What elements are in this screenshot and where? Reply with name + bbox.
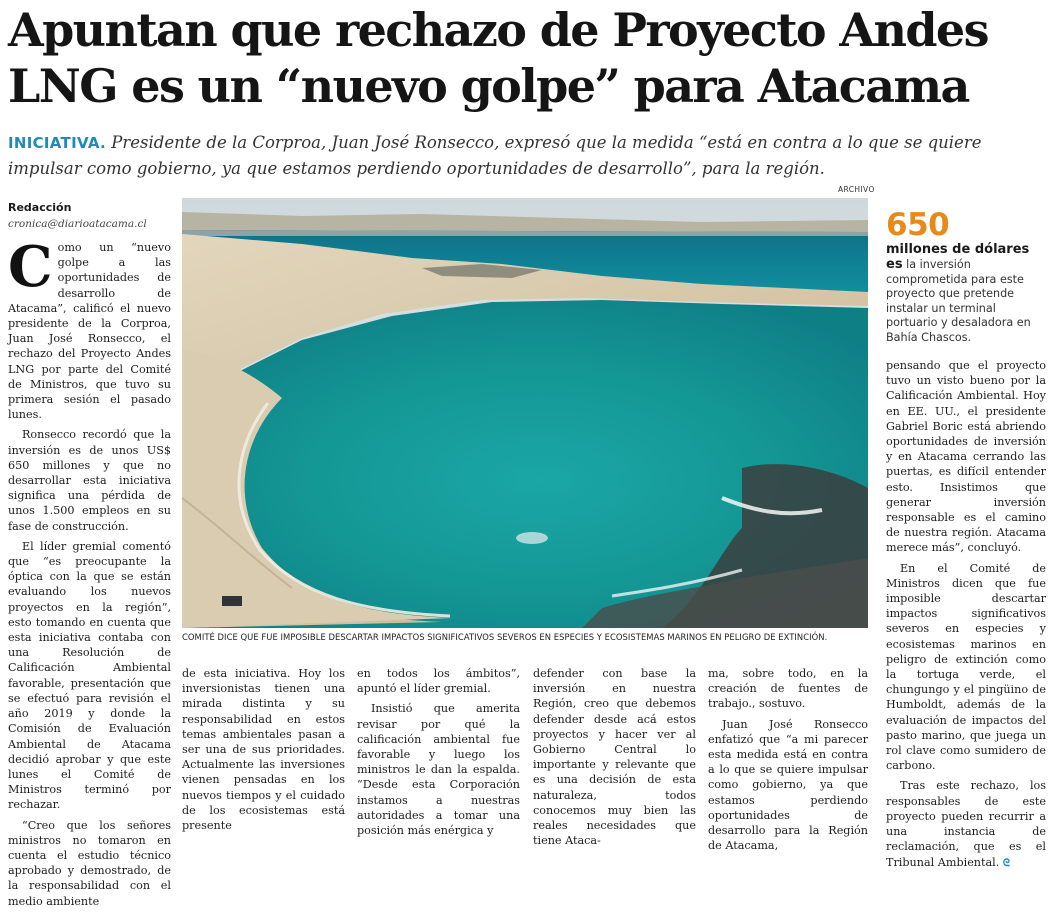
body-column-1	[8, 234, 171, 914]
factbox	[886, 208, 1046, 345]
headline	[8, 2, 1043, 114]
body-paragraph: Juan José Ronsecco enfatizó que “a mi parecer esta medida está en contra a lo que se quiere impulsar como gobierno, ya que estamos perdiendo oportunidades de desarrollo para la Región de Atacama,	[708, 717, 868, 853]
author: Redacción	[8, 201, 72, 214]
body-paragraph: pensando que el proyecto tuvo un visto bueno por la Calificación Ambiental. Hoy en EE. UU., el presidente Gabriel Boric está abriendo oportunidades de inversión y en Atacama cerrando las puertas, es difícil entender esto. Insistimos que generar inversión responsable es el camino de nuestra región. Atacama merece más”, concluyó.	[886, 359, 1046, 555]
bay-photo-illustration	[182, 198, 868, 628]
photo-caption: COMITÉ DICE QUE FUE IMPOSIBLE DESCARTAR IMPACTOS SIGNIFICATIVOS SEVEROS EN ESPECIES Y ECOSISTEMAS MARINOS EN PELIGRO DE EXTINCIÓN.	[182, 632, 828, 642]
body-paragraph	[8, 234, 171, 422]
body-paragraph: defender con base la inversión en nuestra Región, creo que debemos defender desde acá estos proyectos y hacer ver al Gobierno Central lo importante y relevante que es una decisión de esta naturaleza, todos conocemos muy bien las reales necesidades que tiene Ataca-	[533, 667, 696, 848]
body-column-5	[708, 666, 868, 858]
headline-line-2: LNG es un “nuevo golpe” para Atacama	[8, 59, 969, 113]
body-text: omo un “nuevo golpe a las oportunidades de desarrollo de Atacama”, calificó el nuevo presidente de la Corproa, Juan José Ronsecco, el rechazo del Proyecto Andes LNG por parte del Comité de Ministros, que tuvo su primera sesión el pasado lunes.	[8, 241, 171, 422]
body-paragraph: El líder gremial comentó que “es preocupante la óptica con la que se están evaluando los nuevos proyectos en la región”, esto tomando en cuenta que esta iniciativa contaba con una Resolución de Calificación Ambiental favorable, presentación que se efectuó para revisión el año 2019 y donde la Comisión de Evaluación Ambiental de Atacama decidió aprobar y que este lunes el Comité de Ministros terminó por rechazar.	[8, 539, 171, 812]
body-paragraph: ma, sobre todo, en la creación de fuentes de trabajo., sostuvo.	[708, 667, 868, 711]
factbox-number: 650	[886, 207, 950, 243]
lead-paragraph	[8, 130, 1043, 181]
factbox-description	[886, 258, 1046, 345]
body-paragraph: de esta iniciativa. Hoy los inversionistas tienen una mirada distinta y su responsabilidad en estos temas ambientales pasan a ser una de sus prioridades. Actualmente las inversiones vienen pensadas en los nuevos tiempos y el cuidado de los ecosistemas está presente	[182, 667, 345, 833]
headline-line-1: Apuntan que rechazo de Proyecto Andes	[8, 3, 988, 57]
factbox-unit: millones de dólares	[886, 242, 1030, 257]
body-column-3	[357, 666, 520, 843]
bay-photo	[182, 198, 868, 628]
body-column-6	[886, 358, 1046, 876]
body-paragraph: en todos los ámbitos”, apuntó el líder gremial.	[357, 667, 520, 696]
factbox-es: es	[886, 257, 903, 272]
body-paragraph	[886, 778, 1046, 870]
end-mark-icon: ᘓ	[1002, 857, 1010, 869]
kicker: INICIATIVA.	[8, 134, 107, 152]
dropcap: C	[8, 234, 53, 300]
body-column-2	[182, 666, 345, 838]
byline	[8, 200, 178, 232]
factbox-description-text: la inversión comprometida para este proyecto que pretende instalar un terminal portuario y desaladora en Bahía Chascos.	[886, 258, 1031, 344]
body-paragraph: En el Comité de Ministros dicen que fue imposible descartar impactos significativos severos en especies y ecosistemas marinos en peligro de extinción como la tortuga verde, el chungungo y el pingüino de Humboldt, además de la evaluación de impactos del pasto marino, que juega un rol clave como sumidero de carbono.	[886, 561, 1046, 773]
lead-text: Presidente de la Corproa, Juan José Ronsecco, expresó que la medida “está en contra a lo que se quiere impulsar como gobierno, ya que estamos perdiendo oportunidades de desarrollo”, para la región.	[8, 133, 982, 178]
body-column-4	[533, 666, 696, 853]
body-paragraph: Insistió que amerita revisar por qué la calificación ambiental fue favorable y luego los ministros le dan la espalda. “Desde esta Corporación instamos a nuestras autoridades a tomar una posición más enérgica y	[357, 702, 520, 838]
body-text: Tras este rechazo, los responsables de este proyecto pueden recurrir a una instancia de reclamación, que es el Tribunal Ambiental.	[886, 779, 1046, 869]
body-paragraph: “Creo que los señores ministros no tomaron en cuenta el estudio técnico aprobado y demostrado, de la responsabilidad con el medio ambiente	[8, 818, 171, 908]
photo-credit: ARCHIVO	[838, 185, 875, 194]
body-paragraph: Ronsecco recordó que la inversión es de unos US$ 650 millones y que no desarrollar esta iniciativa significa una pérdida de unos 1.500 empleos en su fase de construcción.	[8, 428, 171, 533]
author-email[interactable]: cronica@diarioatacama.cl	[8, 218, 147, 230]
